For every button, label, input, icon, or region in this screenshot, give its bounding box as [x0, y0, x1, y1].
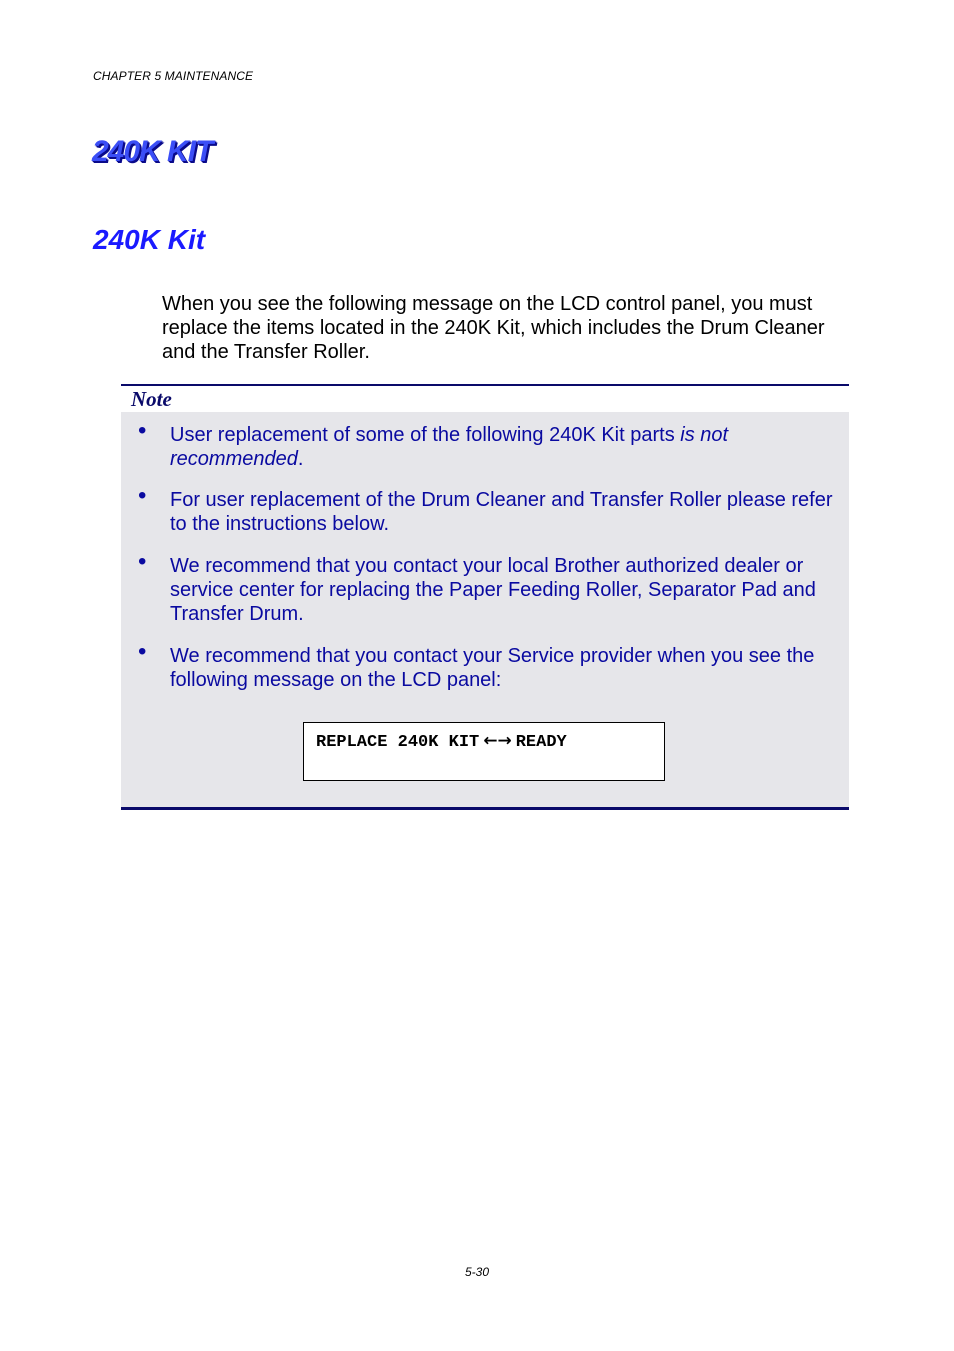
bullet-icon: •: [138, 482, 147, 509]
chapter-header: CHAPTER 5 MAINTENANCE: [93, 69, 254, 83]
note-item-text-italic: is not recommended: [170, 424, 729, 470]
note-item-text: We recommend that you contact your local Brother authorized dealer or service center for replacing the Paper Feeding Roller, Separator Pad and Transfer Drum.: [170, 555, 816, 625]
note-label-row: [121, 386, 849, 412]
bullet-icon: •: [138, 638, 147, 665]
left-right-arrow-icon: ←→: [483, 731, 512, 751]
section-title: [92, 135, 212, 169]
intro-paragraph: When you see the following message on the LCD control panel, you must replace the items located in the 240K Kit, which includes the Drum Cleaner and the Transfer Roller.: [162, 293, 825, 363]
note-label: Note: [131, 387, 172, 411]
note-item-text-after: .: [297, 448, 304, 470]
lcd-message-left: REPLACE 240K KIT: [316, 733, 480, 752]
subsection-title: 240K Kit: [93, 224, 206, 255]
bullet-icon: •: [138, 417, 147, 444]
note-box: [121, 384, 849, 810]
note-item-text: For user replacement of the Drum Cleaner and Transfer Roller please refer to the instructions below.: [170, 489, 833, 535]
section-title-text: 240K KIT: [92, 135, 213, 168]
lcd-message-right: READY: [515, 733, 567, 752]
page-number: 5-30: [465, 1265, 490, 1279]
lcd-message-box: [303, 722, 665, 781]
note-body: [121, 412, 849, 807]
bullet-icon: •: [138, 548, 147, 575]
note-item-text: [170, 423, 840, 471]
note-item-text-before: User replacement of some of the following 240K Kit parts: [170, 424, 681, 446]
note-item-text: We recommend that you contact your Service provider when you see the following message on the LCD panel:: [170, 645, 815, 691]
